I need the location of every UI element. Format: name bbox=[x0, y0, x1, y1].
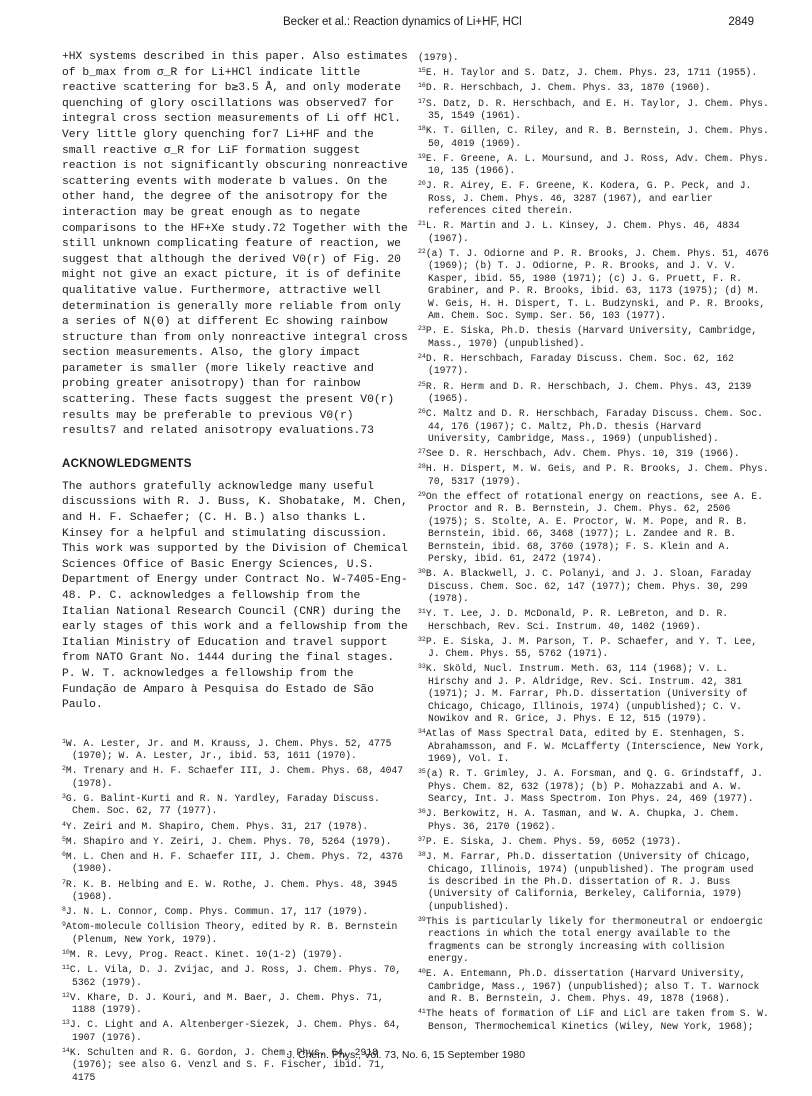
reference-item bbox=[418, 80, 770, 94]
reference-text: M. Shapiro and Y. Zeiri, J. Chem. Phys. 70, 5264 (1979). bbox=[65, 835, 392, 847]
reference-number: 32 bbox=[418, 635, 426, 643]
reference-number: 22 bbox=[418, 248, 426, 256]
reference-number: 17 bbox=[418, 97, 426, 105]
reference-text: H. H. Dispert, M. W. Geis, and P. R. Brooks, J. Chem. Phys. 70, 5317 (1979). bbox=[425, 463, 769, 487]
reference-number: 8 bbox=[62, 906, 66, 914]
reference-number: 29 bbox=[418, 490, 426, 498]
reference-text: W. A. Lester, Jr. and M. Krauss, J. Chem. Phys. 52, 4775 (1970); W. A. Lester, Jr., ibid. 53, 1611 (1970). bbox=[65, 737, 392, 762]
reference-item bbox=[418, 849, 770, 913]
reference-text: (a) T. J. Odiorne and P. R. Brooks, J. Chem. Phys. 51, 4676 (1969); (b) T. J. Odiorne, P. R. Brooks, and J. V. V. Kasper, ibid. 55, 1980 (1971); (c) J. G. Pruett, F. R. Grabiner, and P. R. Brooks, ibid. 63, 1173 (1975); (d) M. W. Geis, H. H. Dispert, T. L. Budzynski, and P. R. Brooks, Am. Chem. Soc. Symp. Ser. 56, 103 (1977). bbox=[425, 248, 769, 322]
reference-number: 40 bbox=[418, 968, 426, 976]
reference-item bbox=[418, 806, 770, 833]
reference-item bbox=[418, 766, 770, 805]
reference-item bbox=[62, 962, 408, 989]
reference-number: 9 bbox=[62, 921, 66, 929]
reference-number: 39 bbox=[418, 915, 426, 923]
reference-number: 11 bbox=[62, 964, 70, 972]
reference-text: R. R. Herm and D. R. Herschbach, J. Chem. Phys. 43, 2139 (1965). bbox=[425, 380, 752, 404]
reference-text: K. T. Gillen, C. Riley, and R. B. Bernstein, J. Chem. Phys. 50, 4019 (1969). bbox=[425, 125, 769, 149]
reference-text: E. A. Entemann, Ph.D. dissertation (Harvard University, Cambridge, Mass., 1967) (unpublished); also T. T. Warnock and R. B. Bernstein, J. Chem. Phys. 49, 1878 (1968). bbox=[425, 968, 760, 1005]
reference-text: M. L. Chen and H. F. Schaefer III, J. Chem. Phys. 72, 4376 (1980). bbox=[65, 850, 404, 875]
reference-item bbox=[62, 947, 408, 961]
reference-text: The heats of formation of LiF and LiCl are taken from S. W. Benson, Thermochemical Kinetics (Wiley, New York, 1968); bbox=[425, 1008, 769, 1032]
reference-number: 21 bbox=[418, 220, 426, 228]
page-number: 2849 bbox=[728, 16, 754, 28]
running-title: Becker et al.: Reaction dynamics of Li+HF, HCl bbox=[283, 16, 522, 28]
reference-text: B. A. Blackwell, J. C. Polanyi, and J. J. Sloan, Faraday Discuss. Chem. Soc. 62, 147 (1977); Chem. Phys. 30, 299 (1978). bbox=[425, 568, 752, 604]
reference-number: 24 bbox=[418, 352, 426, 360]
acknowledgments-heading: ACKNOWLEDGMENTS bbox=[62, 457, 192, 470]
reference-text: D. R. Herschbach, J. Chem. Phys. 33, 1870 (1960). bbox=[425, 82, 711, 94]
reference-text: Y. Zeiri and M. Shapiro, Chem. Phys. 31, 217 (1978). bbox=[65, 820, 369, 832]
reference-item bbox=[62, 819, 408, 833]
reference-number: 37 bbox=[418, 835, 426, 843]
page-header bbox=[58, 16, 754, 34]
journal-footer: J. Chem. Phys., Vol. 73, No. 6, 15 September 1980 bbox=[286, 1049, 526, 1061]
reference-item bbox=[62, 1017, 408, 1044]
reference-item bbox=[418, 606, 770, 633]
reference-number: 36 bbox=[418, 808, 426, 816]
reference-number: 38 bbox=[418, 851, 426, 859]
reference-text: J. Berkowitz, H. A. Tasman, and W. A. Chupka, J. Chem. Phys. 36, 2170 (1962). bbox=[425, 808, 740, 832]
reference-number: 19 bbox=[418, 152, 426, 160]
reference-number: 10 bbox=[62, 949, 70, 957]
reference-item bbox=[62, 736, 408, 763]
reference-item bbox=[418, 65, 770, 79]
reference-item bbox=[62, 904, 408, 918]
reference-text: K. Schulten and R. G. Gordon, J. Chem. Phys. 64, 2918 (1976); see also G. Venzl and S. F. Fischer, ibid. 71, 4175 bbox=[69, 1047, 386, 1083]
reference-text: Y. T. Lee, J. D. McDonald, P. R. LeBreton, and D. R. Herschbach, Rev. Sci. Instrum. 40, 1402 (1969). bbox=[425, 608, 729, 632]
reference-item bbox=[418, 96, 770, 123]
reference-number: 13 bbox=[62, 1019, 70, 1027]
reference-text: P. E. Siska, Ph.D. thesis (Harvard University, Cambridge, Mass., 1970) (unpublished). bbox=[425, 325, 758, 349]
reference-item bbox=[418, 834, 770, 848]
acknowledgments-paragraph: The authors gratefully acknowledge many useful discussions with R. J. Buss, K. Shobatake, M. Chen, and H. F. Schaefer; (C. H. B.) also thanks L. Kinsey for a helpful and stimulating discussion. This work was supported by the Division of Chemical Sciences Office of Basic Energy Sciences, U.S. Department of Energy under Contract No. W-7405-Eng-48. P. C. acknowledges a fellowship from the Italian National Research Council (CNR) during the early stages of this work and a fellowship from the Italian Ministry of Education and travel support from NATO Grant No. 1444 during the final stages. P. W. T. acknowledges a fellowship from the Fundação de Amparo à Pesquisa do Estado de São Paulo. bbox=[62, 480, 408, 712]
reference-item bbox=[418, 406, 770, 445]
reference-text: J. M. Farrar, Ph.D. dissertation (University of Chicago, Chicago, Illinois, 1974) (unpublished). The program used is described in the Ph.D. dissertation of R. J. Buss (University of California, Berkeley, California, 1979) (unpublished). bbox=[425, 851, 754, 912]
reference-number: 25 bbox=[418, 380, 426, 388]
reference-number: 14 bbox=[62, 1047, 70, 1055]
reference-item bbox=[418, 123, 770, 150]
reference-item bbox=[62, 990, 408, 1017]
reference-item bbox=[418, 178, 770, 217]
reference-item bbox=[418, 246, 770, 322]
reference-text: L. R. Martin and J. L. Kinsey, J. Chem. Phys. 46, 4834 (1967). bbox=[425, 220, 740, 244]
reference-number: 6 bbox=[62, 850, 66, 858]
reference-item bbox=[418, 566, 770, 605]
reference-text: M. R. Levy, Prog. React. Kinet. 10(1-2) (1979). bbox=[69, 949, 344, 961]
reference-text: P. E. Siska, J. Chem. Phys. 59, 6052 (1973). bbox=[425, 835, 682, 847]
reference-item bbox=[418, 379, 770, 406]
reference-number: 30 bbox=[418, 568, 426, 576]
reference-text: Atlas of Mass Spectral Data, edited by E. Stenhagen, S. Abrahamsson, and F. W. McLafferty (Interscience, New York, 1969), Vol. I. bbox=[425, 728, 766, 765]
acknowledgments-text bbox=[62, 480, 408, 714]
reference-text: E. H. Taylor and S. Datz, J. Chem. Phys. 23, 1711 (1955). bbox=[425, 67, 758, 79]
reference-number: 1 bbox=[62, 737, 66, 745]
reference-text: E. F. Greene, A. L. Moursund, and J. Ross, Adv. Chem. Phys. 10, 135 (1966). bbox=[425, 152, 769, 177]
reference-number: 34 bbox=[418, 728, 426, 736]
reference-number: 33 bbox=[418, 663, 426, 671]
reference-text: C. L. Vila, D. J. Zvijac, and J. Ross, J. Chem. Phys. 70, 5362 (1979). bbox=[69, 964, 402, 988]
reference-item bbox=[418, 914, 770, 966]
reference-item bbox=[418, 50, 770, 64]
reference-item bbox=[418, 726, 770, 765]
reference-item bbox=[62, 849, 408, 876]
reference-number: 16 bbox=[418, 82, 426, 90]
reference-item bbox=[418, 489, 770, 565]
discussion-paragraph: +HX systems described in this paper. Also estimates of b_max from σ_R for Li+HCl indicate little reactive scattering for b≳3.5 Å, and only moderate quenching of glory oscillations was observed7 for integral cross section measurements of Li off HCl. Very little glory quenching for7 Li+HF and the small reactive σ_R for LiF formation suggest reaction is not significantly obscuring nonreactive scattering events with moderate b values. On the other hand, the degree of the anisotropy for the interaction may be great enough as to negate comparisons to the HF+Xe study.72 Together with the still unknown complicating feature of reaction, we suggest that although the derived V0(r) of Fig. 20 might not give an exact picture, it is of definite qualitative value. Furthermore, attractive well determination is generally more reliable from only a series of N(Θ) at different Ec showing rainbow structure than from only nonreactive integral cross section measurements. Also, the glory impact parameter is smaller (more likely reactive and probing greater anisotropy) than for rainbow scattering. These facts suggest the present V0(r) results may be preferable to previous V0(r) results7 and related anisotropy evaluations.73 bbox=[62, 51, 408, 438]
reference-text: J. C. Light and A. Altenberger-Siezek, J. Chem. Phys. 64, 1907 (1976). bbox=[69, 1019, 402, 1043]
reference-text: (1979). bbox=[418, 52, 459, 63]
reference-list-right bbox=[418, 50, 770, 1033]
reference-text: P. E. Siska, J. M. Parson, T. P. Schaefer, and Y. T. Lee, J. Chem. Phys. 55, 5762 (1971). bbox=[425, 635, 758, 660]
reference-number: 4 bbox=[62, 820, 66, 828]
reference-item bbox=[62, 877, 408, 904]
reference-number: 3 bbox=[62, 792, 66, 800]
reference-text: J. R. Airey, E. F. Greene, K. Kodera, G. P. Peck, and J. Ross, J. Chem. Phys. 46, 3287 (1967), and earlier references cited therein. bbox=[425, 180, 752, 217]
reference-item bbox=[418, 1006, 770, 1033]
reference-text: On the effect of rotational energy on reactions, see A. E. Proctor and R. B. Bernstein, J. Chem. Phys. 62, 2506 (1975); S. Stolte, A. E. Proctor, W. M. Pope, and R. B. Bernstein, ibid. 66, 3468 (1977); L. Zandee and R. B. Bernstein, ibid. 68, 3760 (1978); F. S. Klein and A. Persky, ibid. 61, 2472 (1974). bbox=[425, 490, 763, 564]
reference-number: 31 bbox=[418, 608, 426, 616]
reference-item bbox=[62, 834, 408, 848]
reference-item bbox=[418, 151, 770, 178]
reference-item bbox=[418, 966, 770, 1005]
reference-list-left bbox=[62, 736, 408, 1085]
reference-number: 41 bbox=[418, 1008, 426, 1016]
reference-item bbox=[62, 763, 408, 790]
reference-number: 2 bbox=[62, 765, 66, 773]
reference-item bbox=[418, 323, 770, 350]
right-column bbox=[418, 50, 770, 1034]
reference-item bbox=[418, 461, 770, 488]
reference-text: R. K. B. Helbing and E. W. Rothe, J. Chem. Phys. 48, 3945 (1968). bbox=[65, 878, 398, 902]
reference-number: 12 bbox=[62, 991, 70, 999]
reference-text: Atom-molecule Collision Theory, edited by R. B. Bernstein (Plenum, New York, 1979). bbox=[65, 921, 398, 945]
reference-text: See D. R. Herschbach, Adv. Chem. Phys. 10, 319 (1966). bbox=[425, 448, 740, 460]
reference-text: V. Khare, D. J. Kouri, and M. Baer, J. Chem. Phys. 71, 1188 (1979). bbox=[69, 991, 384, 1016]
reference-item bbox=[418, 351, 770, 378]
reference-text: (a) R. T. Grimley, J. A. Forsman, and Q. G. Grindstaff, J. Phys. Chem. 82, 632 (1978); (b) P. Mohazzabi and A. W. Searcy, Int. J. Mass Spectrom. Ion Phys. 24, 469 (1977). bbox=[425, 768, 763, 805]
reference-text: J. N. L. Connor, Comp. Phys. Commun. 17, 117 (1979). bbox=[65, 906, 369, 918]
reference-item bbox=[418, 446, 770, 460]
reference-number: 35 bbox=[418, 768, 426, 776]
reference-text: This is particularly likely for thermoneutral or endoergic reactions in which the total energy available to the fragments can be strongly increasing with collision energy. bbox=[425, 915, 763, 965]
reference-number: 27 bbox=[418, 448, 426, 456]
reference-number: 7 bbox=[62, 878, 66, 886]
reference-number: 26 bbox=[418, 408, 426, 416]
reference-text: G. G. Balint-Kurti and R. N. Yardley, Faraday Discuss. Chem. Soc. 62, 77 (1977). bbox=[65, 792, 380, 817]
reference-number: 18 bbox=[418, 125, 426, 133]
reference-item bbox=[418, 634, 770, 661]
reference-text: D. R. Herschbach, Faraday Discuss. Chem. Soc. 62, 162 (1977). bbox=[425, 352, 734, 377]
reference-number: 28 bbox=[418, 463, 426, 471]
reference-text: K. Sköld, Nucl. Instrum. Meth. 63, 114 (1968); V. L. Hirschy and J. P. Aldridge, Rev. Sci. Instrum. 42, 381 (1971); J. M. Farrar, Ph.D. dissertation (University of Chicago, Chicago, Illinois, 1974) (unpublished); C. V. Nowikov and R. Grice, J. Phys. E 12, 515 (1979). bbox=[425, 663, 748, 725]
left-column bbox=[62, 50, 408, 1085]
reference-number: 5 bbox=[62, 835, 66, 843]
reference-number: 20 bbox=[418, 180, 426, 188]
reference-text: S. Datz, D. R. Herschbach, and E. H. Taylor, J. Chem. Phys. 35, 1549 (1961). bbox=[425, 97, 769, 122]
reference-item bbox=[62, 919, 408, 946]
reference-text: M. Trenary and H. F. Schaefer III, J. Chem. Phys. 68, 4047 (1978). bbox=[65, 765, 404, 789]
reference-item bbox=[418, 661, 770, 725]
reference-text: C. Maltz and D. R. Herschbach, Faraday Discuss. Chem. Soc. 44, 176 (1967); C. Maltz, Ph.D. thesis (Harvard University, Cambridge, Mass., 1969) (unpublished). bbox=[425, 408, 763, 444]
reference-item bbox=[62, 791, 408, 818]
reference-item bbox=[418, 218, 770, 245]
reference-number: 15 bbox=[418, 67, 426, 75]
discussion-text bbox=[62, 50, 408, 440]
reference-number: 23 bbox=[418, 325, 426, 333]
